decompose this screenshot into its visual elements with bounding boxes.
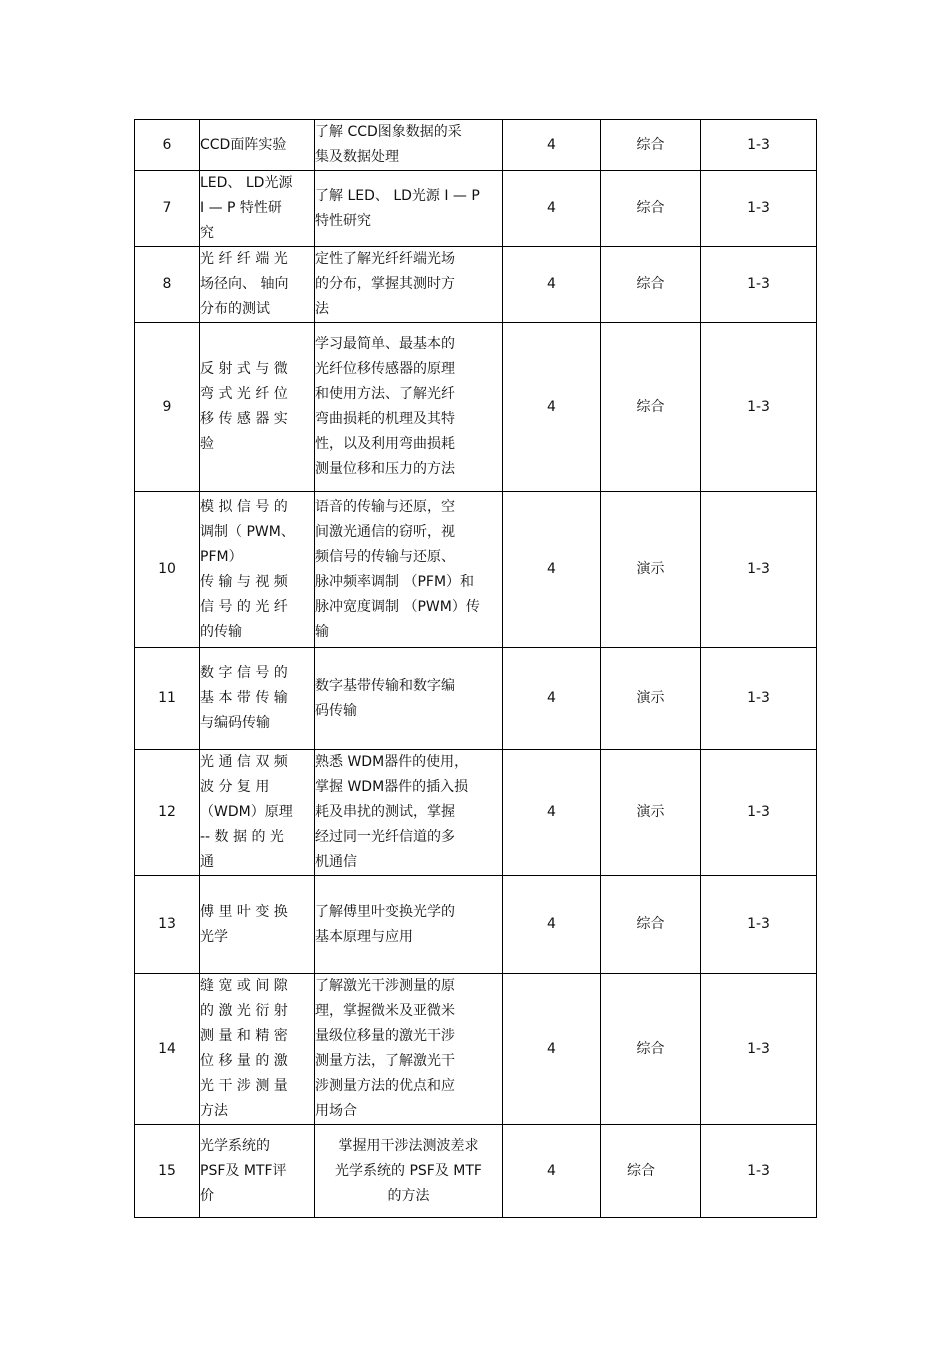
cell-no: 14 bbox=[135, 974, 200, 1125]
cell-content-text: 学习最简单、最基本的 光纤位移传感器的原理 和使用方法、了解光纤 弯曲损耗的机理及其特 性，以及利用弯曲损耗 测量位移和压力的方法 bbox=[315, 336, 455, 477]
cell-name bbox=[200, 492, 315, 648]
cell-name bbox=[200, 876, 315, 974]
cell-content-text: 了解 CCD图象数据的采 集及数据处理 bbox=[315, 124, 462, 165]
table-row bbox=[135, 171, 817, 247]
cell-type: 综合 bbox=[601, 1125, 701, 1218]
cell-group: 1-3 bbox=[701, 648, 817, 750]
cell-no: 7 bbox=[135, 171, 200, 247]
cell-group: 1-3 bbox=[701, 171, 817, 247]
cell-hours: 4 bbox=[503, 876, 601, 974]
cell-no: 10 bbox=[135, 492, 200, 648]
cell-name-text: 光 纤 纤 端 光 场径向、 轴向 分布的测试 bbox=[200, 251, 289, 317]
cell-group: 1-3 bbox=[701, 750, 817, 876]
table-row bbox=[135, 750, 817, 876]
cell-content-text: 了解激光干涉测量的原 理，掌握微米及亚微米 量级位移量的激光干涉 测量方法，了解激光干 涉测量方法的优点和应 用场合 bbox=[315, 978, 455, 1119]
cell-name bbox=[200, 171, 315, 247]
cell-content-text: 掌握用干涉法测波差求 光学系统的 PSF及 MTF 的方法 bbox=[335, 1137, 482, 1204]
cell-name bbox=[200, 750, 315, 876]
table-row bbox=[135, 974, 817, 1125]
cell-name-text: 光 通 信 双 频 波 分 复 用 （WDM）原理 -- 数 据 的 光 通 bbox=[200, 754, 293, 870]
cell-no: 12 bbox=[135, 750, 200, 876]
cell-hours: 4 bbox=[503, 1125, 601, 1218]
cell-name bbox=[200, 648, 315, 750]
cell-type: 综合 bbox=[601, 323, 701, 492]
cell-name bbox=[200, 1125, 315, 1218]
cell-type: 综合 bbox=[601, 974, 701, 1125]
cell-name-text: 反 射 式 与 微 弯 式 光 纤 位 移 传 感 器 实 验 bbox=[200, 361, 288, 452]
cell-type: 综合 bbox=[601, 876, 701, 974]
table-row bbox=[135, 492, 817, 648]
cell-hours: 4 bbox=[503, 492, 601, 648]
cell-content-text: 语音的传输与还原，空 间激光通信的窃听，视 频信号的传输与还原、 脉冲频率调制 （PFM）和 脉冲宽度调制 （PWM）传 输 bbox=[315, 498, 480, 640]
cell-content bbox=[315, 1125, 503, 1218]
cell-content bbox=[315, 247, 503, 323]
cell-group: 1-3 bbox=[701, 876, 817, 974]
cell-content bbox=[315, 974, 503, 1125]
cell-content bbox=[315, 120, 503, 171]
cell-type: 演示 bbox=[601, 648, 701, 750]
cell-content-text: 了解 LED、 LD光源 I — P 特性研究 bbox=[315, 187, 480, 229]
table-row bbox=[135, 323, 817, 492]
cell-type: 综合 bbox=[601, 247, 701, 323]
cell-name-text: 傅 里 叶 变 换 光学 bbox=[200, 903, 288, 945]
cell-type: 综合 bbox=[601, 120, 701, 171]
cell-no: 11 bbox=[135, 648, 200, 750]
cell-content-text: 熟悉 WDM器件的使用， 掌握 WDM器件的插入损 耗及串扰的测试，掌握 经过同一光纤信道的多 机通信 bbox=[315, 754, 469, 870]
cell-content bbox=[315, 750, 503, 876]
cell-group: 1-3 bbox=[701, 323, 817, 492]
cell-no: 8 bbox=[135, 247, 200, 323]
cell-group: 1-3 bbox=[701, 492, 817, 648]
cell-hours: 4 bbox=[503, 974, 601, 1125]
cell-name bbox=[200, 120, 315, 171]
cell-no: 9 bbox=[135, 323, 200, 492]
cell-type: 演示 bbox=[601, 492, 701, 648]
cell-type: 综合 bbox=[601, 171, 701, 247]
table-row bbox=[135, 120, 817, 171]
cell-group: 1-3 bbox=[701, 120, 817, 171]
cell-group: 1-3 bbox=[701, 974, 817, 1125]
cell-name-text: 缝 宽 或 间 隙 的 激 光 衍 射 测 量 和 精 密 位 移 量 的 激 光 干 涉 测 量 方法 bbox=[200, 978, 288, 1119]
table-row bbox=[135, 648, 817, 750]
cell-content bbox=[315, 876, 503, 974]
cell-name-text: 光学系统的 PSF及 MTF评 价 bbox=[200, 1137, 287, 1204]
cell-content bbox=[315, 492, 503, 648]
experiment-table bbox=[134, 119, 817, 1218]
cell-name-text: 数 字 信 号 的 基 本 带 传 输 与编码传输 bbox=[200, 665, 288, 731]
cell-hours: 4 bbox=[503, 171, 601, 247]
cell-content-text: 定性了解光纤纤端光场 的分布，掌握其测时方 法 bbox=[315, 251, 455, 317]
table-row bbox=[135, 1125, 817, 1218]
cell-content bbox=[315, 648, 503, 750]
cell-group: 1-3 bbox=[701, 1125, 817, 1218]
cell-no: 15 bbox=[135, 1125, 200, 1218]
cell-hours: 4 bbox=[503, 247, 601, 323]
cell-content bbox=[315, 323, 503, 492]
cell-name bbox=[200, 323, 315, 492]
cell-name-text: LED、 LD光源 I — P 特性研 究 bbox=[200, 175, 293, 241]
cell-group: 1-3 bbox=[701, 247, 817, 323]
cell-type: 演示 bbox=[601, 750, 701, 876]
cell-name-text: 模 拟 信 号 的 调制（ PWM、 PFM） 传 输 与 视 频 信 号 的 光 纤 的传输 bbox=[200, 498, 295, 640]
cell-no: 6 bbox=[135, 120, 200, 171]
table-row bbox=[135, 876, 817, 974]
cell-content-text: 了解傅里叶变换光学的 基本原理与应用 bbox=[315, 903, 455, 945]
cell-no: 13 bbox=[135, 876, 200, 974]
cell-hours: 4 bbox=[503, 323, 601, 492]
table-row bbox=[135, 247, 817, 323]
cell-hours: 4 bbox=[503, 750, 601, 876]
cell-name bbox=[200, 974, 315, 1125]
cell-name-text: CCD面阵实验 bbox=[200, 136, 287, 153]
cell-content-text: 数字基带传输和数字编 码传输 bbox=[315, 677, 455, 719]
cell-hours: 4 bbox=[503, 648, 601, 750]
cell-name bbox=[200, 247, 315, 323]
cell-hours: 4 bbox=[503, 120, 601, 171]
cell-content bbox=[315, 171, 503, 247]
